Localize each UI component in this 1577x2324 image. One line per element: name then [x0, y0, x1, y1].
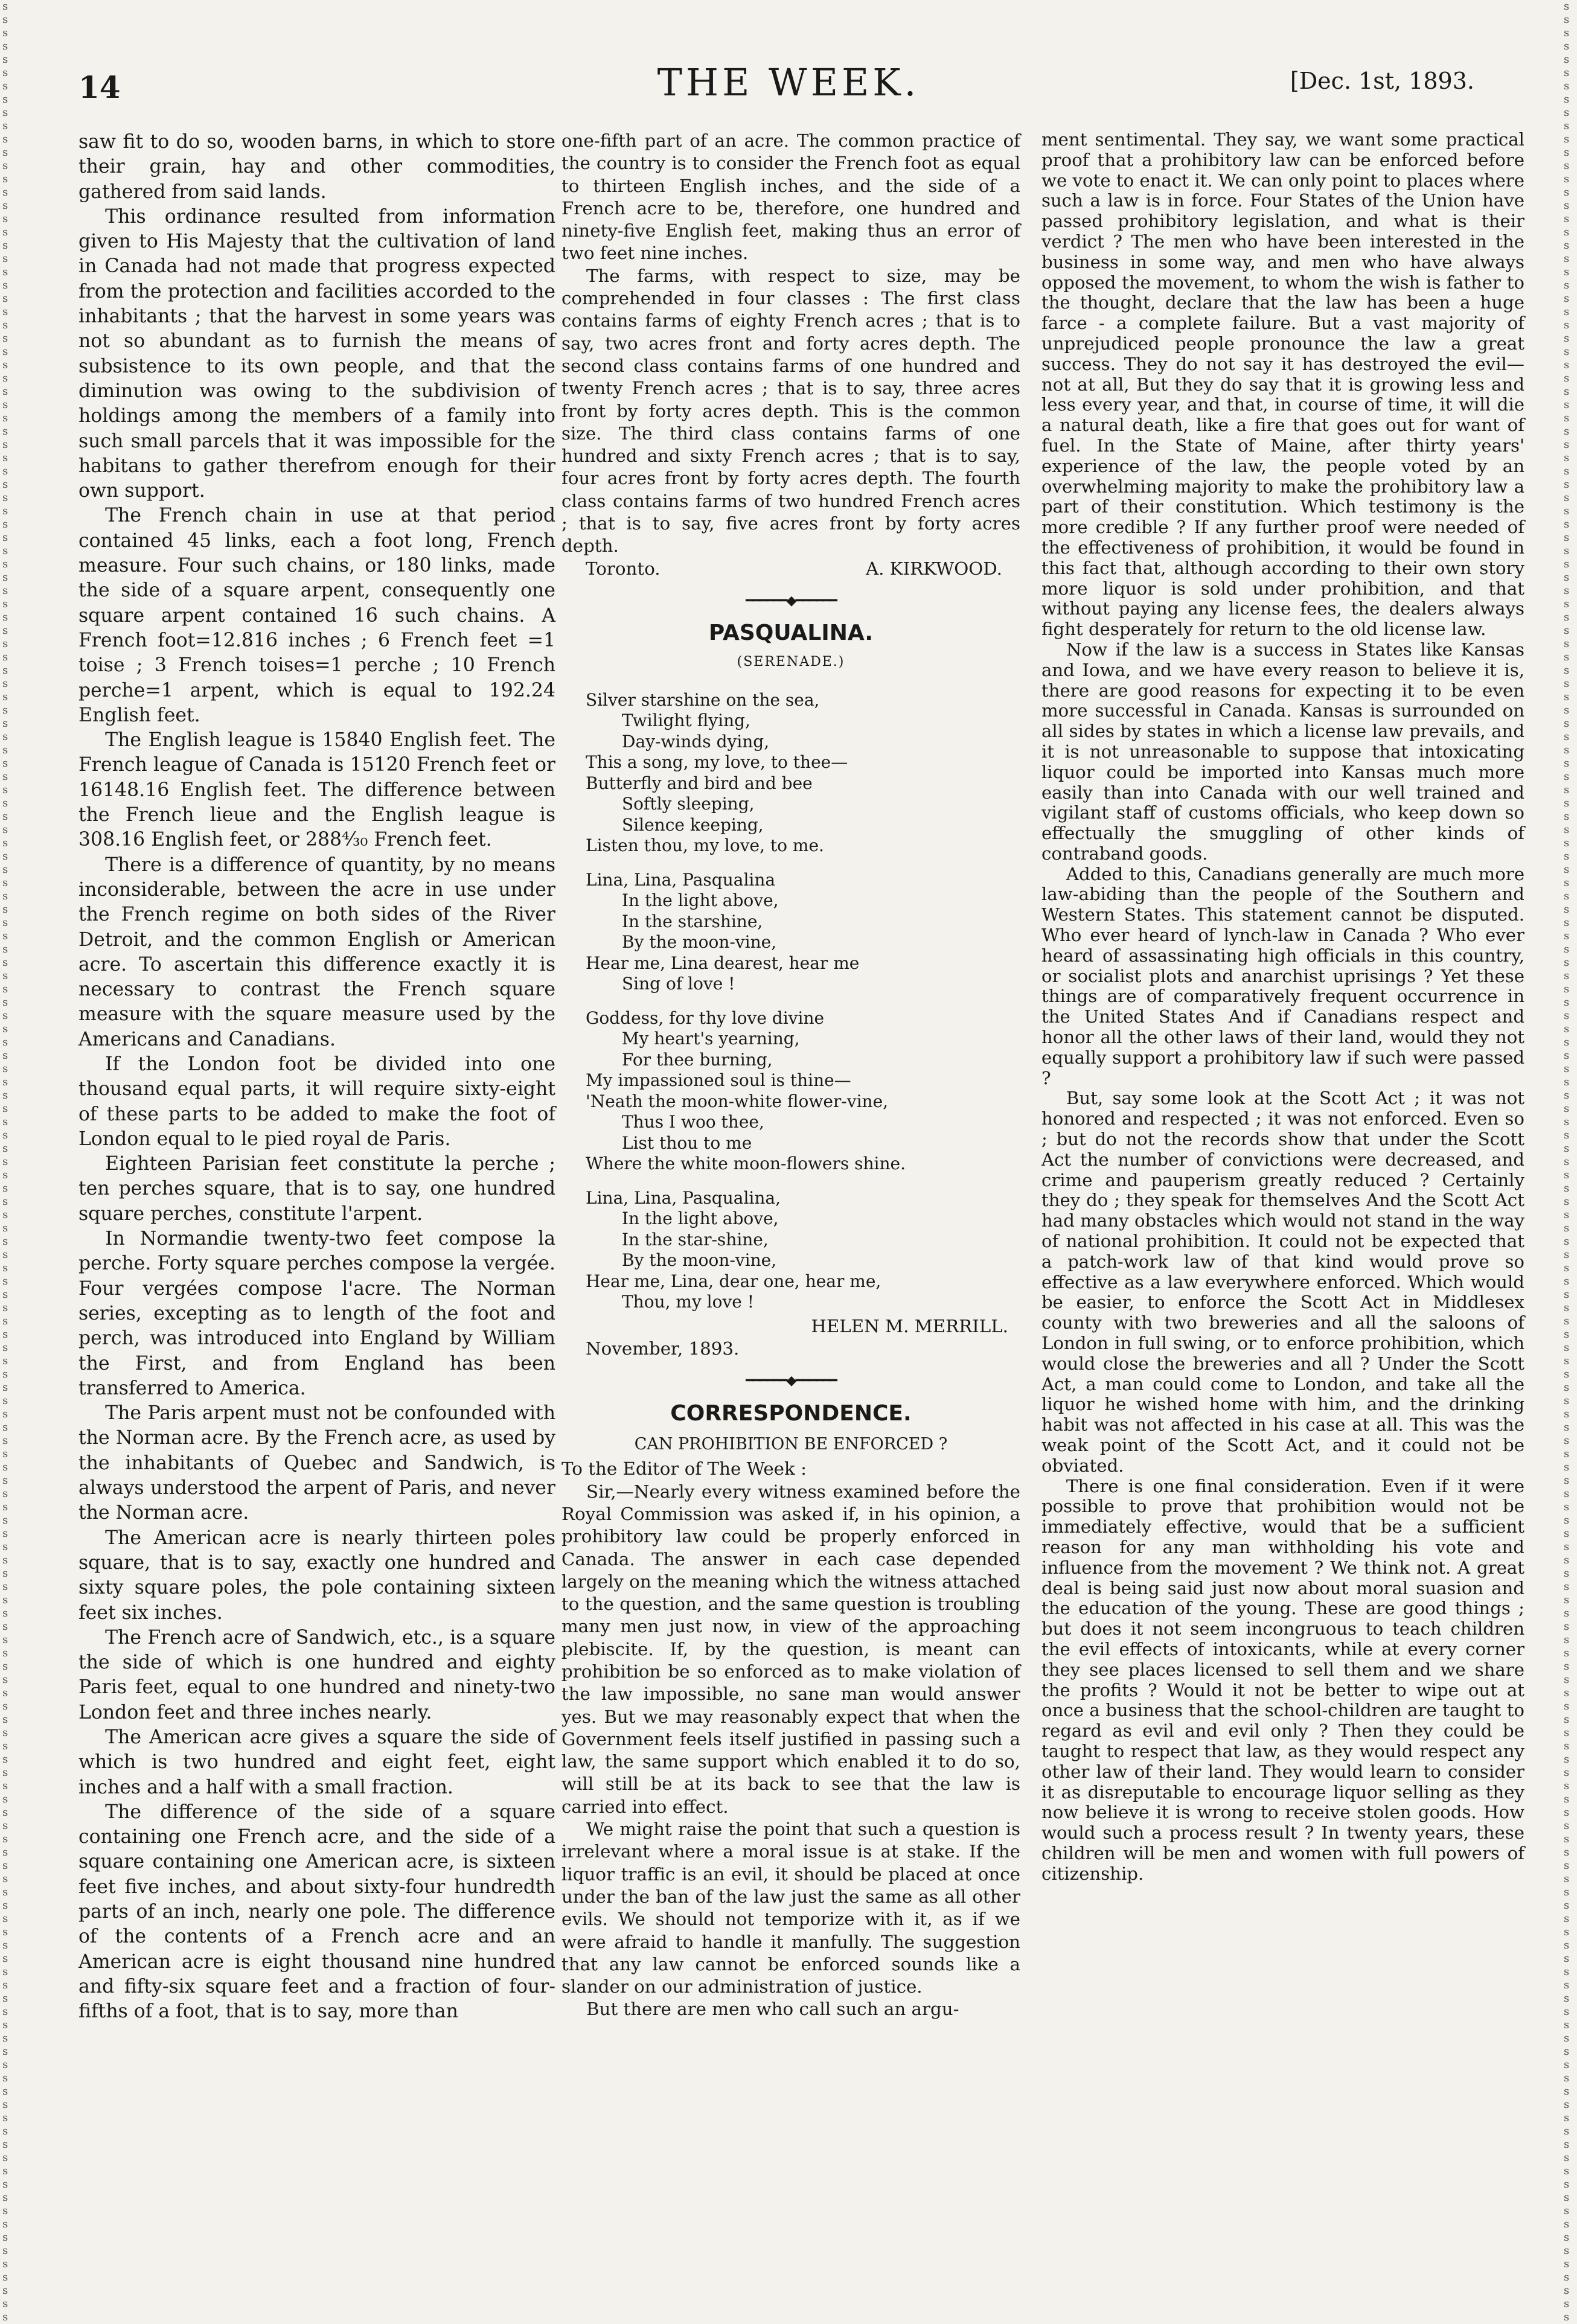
- verse-line: Lina, Lina, Pasqualina: [586, 869, 776, 890]
- verse-line: Lina, Lina, Pasqualina,: [586, 1187, 781, 1208]
- paragraph: Sir,—Nearly every witness examined before the Royal Commission was asked if, in his opinion, a prohibitory law could be properly enforced in Canada. The answer in each case depended largely on the meaning which the witness attached to the question, and the same question is troubling many men just now, in view of the approaching plebiscite. If, by the question, is meant can prohibition be so enforced as to make violation of the law impossible, no sane man would answer yes. But we may reasonably expect that when the Government feels itself justified in passing such a law, the same support which enabled it to do so, will still be at its back to see that the law is carried into effect.: [561, 1481, 1020, 1817]
- correspondence-heading: CORRESPONDENCE.: [670, 1400, 912, 1426]
- paragraph: The American acre is nearly thirteen poles square, that is to say, exactly one hundred and sixty square poles, the pole containing sixteen feet six inches.: [78, 1527, 555, 1624]
- paragraph: The English league is 15840 English feet. The French league of Canada is 15120 French feet or 16148.16 English feet. The difference between the French lieue and the English league is 308.16 English feet, or 288⁴⁄₃₀ French feet.: [78, 729, 555, 851]
- paragraph: But there are men who call such an argu-: [586, 1999, 959, 2020]
- letter-salutation: To the Editor of The Week :: [561, 1458, 807, 1480]
- verse-line: In the light above,: [622, 890, 779, 911]
- verse-line: Listen thou, my love, to me.: [586, 835, 824, 856]
- column-middle: [561, 130, 1020, 2021]
- verse-line: Silence keeping,: [622, 814, 764, 835]
- poem-stanza: [561, 1188, 1020, 1313]
- verse-line: Goddess, for thy love divine: [586, 1007, 825, 1028]
- verse-line: Twilight flying,: [622, 710, 750, 731]
- paragraph: We might raise the point that such a question is irrelevant where a moral issue is at stake. If the liquor traffic is an evil, it should be placed at once under the ban of the law just the same as all other evils. We should not temporize with it, as if we were afraid to handle it manfully. The suggestion that any law cannot be enforced sounds like a slander on our administration of justice.: [561, 1819, 1020, 1997]
- poem-date: November, 1893.: [586, 1338, 740, 1359]
- paragraph: Now if the law is a success in States like Kansas and Iowa, and we have every reason to believe it is, there are good reasons for expecting it to be even more successful in Canada. Kansas is surrounded on all sides by states in which a license law prevails, and it is not unreasonable to suppose that intoxicating liquor could be imported into Kansas much more easily than into Canada with our well trained and vigilant staff of customs officials, who keep down so effectually the smuggling of other kinds of contraband goods.: [1041, 639, 1524, 864]
- verse-line: Thou, my love !: [622, 1292, 755, 1312]
- verse-line: List thou to me: [622, 1132, 752, 1153]
- column-right: [1041, 130, 1524, 1885]
- article-signoff: [561, 558, 1020, 580]
- left-margin-mark: sssssssssssssssssssssssssssssssssssssssssssssssssssssssssssssssssssssssssssssssssssssssssssssssssssssssssssssssssssssssssssssssssssssssssssssssssssssssssssssssssssssssssssssss: [2, 0, 8, 2323]
- paragraph: The French acre of Sandwich, etc., is a square the side of which is one hundred and eighty Paris feet, equal to one hundred and ninety-two London feet and three inches nearly.: [78, 1626, 555, 1723]
- paragraph: This ordinance resulted from information given to His Majesty that the cultivation of land in Canada had not made that progress expected from the protection and facilities accorded to the inhabitants ; that the harvest in some years was not so abundant as to furnish the means of subsistence to its own people, and that the diminution was owing to the subdivision of holdings among the members of a family into such small parcels that it was impossible for the habitans to gather therefrom enough for their own support.: [78, 205, 555, 502]
- right-margin-mark: sssssssssssssssssssssssssssssssssssssssssssssssssssssssssssssssssssssssssssssssssssssssssssssssssssssssssssssssssssssssssssssssssssssssssssssssssssssssssssssssssssssssssssssss: [1564, 0, 1570, 2323]
- verse-line: Thus I woo thee,: [622, 1112, 764, 1132]
- verse-line: By the moon-vine,: [622, 932, 777, 953]
- poem-author: HELEN M. MERRILL.: [811, 1315, 1008, 1336]
- paragraph: The difference of the side of a square containing one French acre, and the side of a square containing one American acre, is sixteen feet five inches, and about sixty-four hundredth parts of an inch, nearly one pole. The difference of the contents of a French acre and an American acre is eight thousand nine hundred and fifty-six square feet and a fraction of four-fifths of a foot, that is to say, more than: [78, 1801, 555, 2023]
- paragraph: Eighteen Parisian feet constitute la perche ; ten perches square, that is to say, one hundred square perches, constitute l'arpent.: [78, 1153, 555, 1225]
- paragraph: The Paris arpent must not be confounded with the Norman acre. By the French acre, as used by the inhabitants of Quebec and Sandwich, is always understood the arpent of Paris, and never the Norman acre.: [78, 1402, 555, 1524]
- verse-line: Softly sleeping,: [622, 794, 755, 814]
- issue-date: [Dec. 1st, 1893.: [1290, 68, 1474, 94]
- verse-line: Sing of love !: [622, 974, 735, 994]
- journal-title: THE WEEK.: [657, 60, 920, 104]
- paragraph: The American acre gives a square the side of which is two hundred and eight feet, eight inches and a half with a small fraction.: [78, 1726, 555, 1798]
- verse-line: For thee burning,: [622, 1049, 773, 1070]
- poem-stanza: [561, 870, 1020, 995]
- paragraph: But, say some look at the Scott Act ; it was not honored and respected ; it was not enforced. Even so ; but do not the records show that under the Scott Act the number of convictions were decreased, and crime and pauperism greatly reduced ? Certainly they do ; they speak for themselves And the Scott Act had many obstacles which would not stand in the way of national prohibition. It could not be expected that a patch-work law of that kind would prove so effective as a law everywhere enforced. Which would be easier, to enforce the Scott Act in Middlesex county with two breweries and all the saloons of London in full swing, or to enforce prohibition, which would close the breweries and all ? Under the Scott Act, a man could come to London, and take all the liquor he wished home with him, and the drinking habit was not affected in his case at all. This was the weak point of the Scott Act, and it could not be obviated.: [1041, 1088, 1524, 1476]
- signoff-place: Toronto.: [586, 558, 661, 579]
- verse-line: In the star-shine,: [622, 1229, 769, 1250]
- verse-line: Silver starshine on the sea,: [586, 689, 820, 710]
- verse-line: Butterfly and bird and bee: [586, 773, 813, 793]
- paragraph: The French chain in use at that period contained 45 links, each a foot long, French measure. Four such chains, or 180 links, made the side of a square arpent, consequently one square arpent contained 16 such chains. A French foot=12.816 inches ; 6 French feet =1 toise ; 3 French toises=1 perche ; 10 French perche=1 arpent, which is equal to 192.24 English feet.: [78, 505, 555, 726]
- verse-line: In the starshine,: [622, 911, 763, 931]
- verse-line: Day-winds dying,: [622, 731, 770, 752]
- verse-line: My impassioned soul is thine—: [586, 1070, 851, 1091]
- verse-line: This a song, my love, to thee—: [586, 752, 848, 773]
- poem-title: PASQUALINA.: [708, 621, 874, 646]
- paragraph: The farms, with respect to size, may be comprehended in four classes : The first class contains farms of eighty French acres ; that is to say, two acres front and forty acres depth. The second class contains farms of one hundred and twenty French acres ; that is to say, three acres front by forty acres depth. This is the common size. The third class contains farms of one hundred and sixty French acres ; that is to say, four acres front by forty acres depth. The fourth class contains farms of two hundred French acres ; that is to say, five acres front by forty acres depth.: [561, 265, 1020, 557]
- paragraph: Added to this, Canadians generally are much more law-abiding than the people of the Southern and Western States. This statement cannot be disputed. Who ever heard of lynch-law in Canada ? Who ever heard of assassinating high officials in this country, or socialist plots and anarchist uprisings ? Yet these things are of comparatively frequent occurrence in the United States And if Canadians respect and honor all the other laws of their land, would they not equally support a prohibitory law if such were passed ?: [1041, 863, 1524, 1088]
- poem-stanza: [561, 690, 1020, 857]
- paragraph: If the London foot be divided into one thousand equal parts, it will require sixty-eight of these parts to be added to make the foot of London equal to le pied royal de Paris.: [78, 1053, 555, 1150]
- paragraph: one-fifth part of an acre. The common practice of the country is to consider the French foot as equal to thirteen English inches, and the side of a French acre to be, therefore, one hundred and ninety-five English feet, making thus an error of two feet nine inches.: [561, 130, 1020, 264]
- verse-line: 'Neath the moon-white flower-vine,: [586, 1091, 889, 1111]
- paragraph: There is one final consideration. Even if it were possible to prove that prohibition would not be immediately effective, would that be a sufficient reason for any man withholding his vote and influence from the movement ? We think not. A great deal is being said just now about moral suasion and the education of the young. These are good things ; but does it not seem incongruous to teach children the evil effects of intoxicants, while at every corner they see places licensed to sell them and we share the profits ? Would it not be better to wipe out at once a business that the school-children are taught to regard as evil and evil only ? Then they could be taught to respect that law, as they would respect any other law of their land. They would learn to consider it as disreputable to encourage liquor selling as they now believe it is wrong to receive stolen goods. How would such a process result ? In twenty years, these children will be men and women with full powers of citizenship.: [1041, 1475, 1524, 1884]
- section-divider: ━━━━━━◆━━━━━━: [746, 1373, 836, 1389]
- paragraph: There is a difference of quantity, by no means inconsiderable, between the acre in use under the French regime on both sides of the River Detroit, and the common English or American acre. To ascertain this difference exactly it is necessary to contrast the French square measure with the square measure used by the Americans and Canadians.: [78, 854, 555, 1050]
- verse-line: Where the white moon-flowers shine.: [586, 1154, 906, 1174]
- page-number: 14: [78, 69, 121, 105]
- verse-line: By the moon-vine,: [622, 1250, 777, 1271]
- verse-line: Hear me, Lina dearest, hear me: [586, 953, 860, 973]
- paragraph: In Normandie twenty-two feet compose la perche. Forty square perches compose la vergée. Four vergées compose l'acre. The Norman series, excepting as to length of the foot and perch, was introduced into England by William the First, and from England has been transferred to America.: [78, 1228, 555, 1399]
- verse-line: In the light above,: [622, 1208, 779, 1229]
- column-left: [78, 130, 555, 2025]
- paragraph: saw fit to do so, wooden barns, in which to store their grain, hay and other commodities, gathered from said lands.: [78, 131, 555, 203]
- letter-title: CAN PROHIBITION BE ENFORCED ?: [634, 1435, 948, 1454]
- poem-stanza: [561, 1008, 1020, 1175]
- verse-line: My heart's yearning,: [622, 1029, 800, 1049]
- verse-line: Hear me, Lina, dear one, hear me,: [586, 1271, 881, 1291]
- paragraph: ment sentimental. They say, we want some practical proof that a prohibitory law can be enforced before we vote to enact it. We can only point to places where such a law is in force. Four States of the Union have passed prohibitory legislation, and what is their verdict ? The men who have been interested in the business in some way, and men who have always opposed the movement, to whom the wish is father to the thought, declare that the law has been a huge farce - a complete failure. But a vast majority of unprejudiced people pronounce the law a great success. They do not say it has destroyed the evil—not at all, But they do say that it is growing less and less every year, and that, in course of time, it will die a natural death, like a fire that goes out for want of fuel. In the State of Maine, after thirty years' experience of the law, the people voted by an overwhelming majority to make the prohibitory law a part of their constitution. Which testimony is the more credible ? If any further proof were needed of the effectiveness of prohibition, it would be found in this fact that, although according to their own story more liquor is sold under prohibition, and that without paying any license fees, the dealers always fight desperately for return to the old license law.: [1041, 129, 1524, 640]
- poem-subtitle: (SERENADE.): [737, 654, 845, 669]
- signoff-author: A. KIRKWOOD.: [865, 558, 1002, 579]
- section-divider: ━━━━━━◆━━━━━━: [746, 593, 836, 608]
